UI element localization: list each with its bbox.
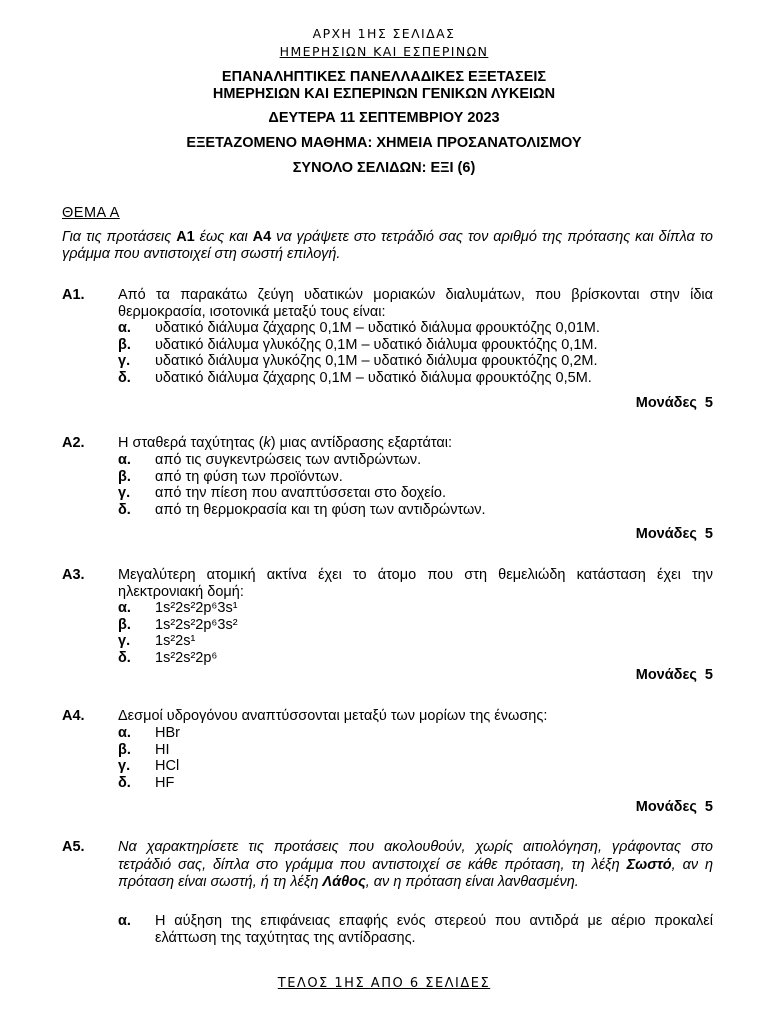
option-letter: β. [118,742,131,758]
option-letter: γ. [118,485,131,501]
marks-label: Μονάδες [635,526,697,542]
question-a3-number: Α3. [62,567,85,583]
page-header-type: ΗΜΕΡΗΣΙΩΝ ΚΑΙ ΕΣΠΕΡΙΝΩΝ [279,44,489,59]
option-letter: β. [118,337,131,353]
question-a2-option [118,502,486,519]
instructions [62,229,713,263]
question-a4-text: Δεσμοί υδρογόνου αναπτύσσονται μεταξύ των μορίων της ένωσης: [118,708,548,724]
marks-a3 [632,667,713,683]
marks-a2 [632,526,713,542]
exam-title-line1: ΕΠΑΝΑΛΗΠΤΙΚΕΣ ΠΑΝΕΛΛΑΔΙΚΕΣ ΕΞΕΤΑΣΕΙΣ [221,69,547,85]
option-letter: α. [118,320,131,336]
option-letter: γ. [118,758,131,774]
option-text: υδατικό διάλυμα γλυκόζης 0,1M – υδατικό διάλυμα φρουκτόζης 0,1M. [155,337,598,353]
option-letter: α. [118,452,131,468]
question-a2-option [118,452,421,469]
section-heading: ΘΕΜΑ Α [62,205,120,221]
option-text: από τις συγκεντρώσεις των αντιδρώντων. [155,452,422,468]
marks-a1 [632,395,713,411]
marks-a4 [632,799,713,815]
question-a5-text [118,839,713,892]
marks-label: Μονάδες [635,395,697,411]
option-text: από τη θερμοκρασία και τη φύση των αντιδρώντων. [155,502,486,518]
option-text: 1s²2s²2p⁶3s¹ [155,600,238,616]
question-a3-option [118,617,238,634]
question-a4-option [118,758,179,775]
question-a5-wrong-word: Λάθος [322,874,366,890]
question-a5-number: Α5. [62,839,85,855]
question-a4-option [118,725,180,742]
marks-value: 5 [704,395,713,411]
marks-value: 5 [704,799,713,815]
question-a3-text: Μεγαλύτερη ατομική ακτίνα έχει το άτομο που στη θεμελιώδη κατάσταση έχει την ηλεκτρονιακή δομή: [118,567,713,600]
page-footer: ΤΕΛΟΣ 1ΗΣ ΑΠΟ 6 ΣΕΛΙΔΕΣ [277,976,491,991]
instructions-text-3: να γράψετε στο τετράδιό σας τον αριθμό της πρότασης και δίπλα το γράμμα που αντιστοιχεί στη σωστή επιλογή. [62,229,713,262]
question-a5-option [118,913,713,946]
exam-subject: ΕΞΕΤΑΖΟΜΕΝΟ ΜΑΘΗΜΑ: ΧΗΜΕΙΑ ΠΡΟΣΑΝΑΤΟΛΙΣΜΟΥ [186,135,582,151]
option-letter: γ. [118,633,131,649]
exam-date: ΔΕΥΤΕΡΑ 11 ΣΕΠΤΕΜΒΡΙΟΥ 2023 [268,110,500,126]
question-a5-text-1: Να χαρακτηρίσετε τις προτάσεις που ακολουθούν, χωρίς αιτιολόγηση, γράφοντας στο τετράδιό σας, δίπλα στο γράμμα που αντιστοιχεί σε κάθε πρόταση, τη λέξη [118,839,713,873]
option-letter: β. [118,617,131,633]
option-text: HF [155,775,175,791]
option-text: HI [155,742,170,758]
option-text: Η αύξηση της επιφάνειας επαφής ενός στερεού που αντιδρά με αέριο προκαλεί ελάττωση της ταχύτητας της αντίδρασης. [155,913,713,946]
question-a2-option [118,485,446,502]
option-letter: β. [118,469,131,485]
marks-value: 5 [704,667,713,683]
question-a1-option [118,370,592,387]
question-a5-text-3: , αν η πρόταση είναι λανθασμένη. [365,874,579,890]
question-a4-option [118,775,174,792]
option-text: από τη φύση των προϊόντων. [155,469,343,485]
question-a3-option [118,633,195,650]
option-text: HBr [155,725,180,741]
question-a3-option [118,600,238,617]
instructions-bold-2: Α4 [252,229,272,245]
option-text: υδατικό διάλυμα ζάχαρης 0,1M – υδατικό διάλυμα φρουκτόζης 0,5M. [155,370,592,386]
option-letter: δ. [118,370,131,386]
option-letter: α. [118,600,131,616]
option-text: 1s²2s¹ [155,633,196,649]
question-a4-number: Α4. [62,708,85,724]
total-pages: ΣΥΝΟΛΟ ΣΕΛΙΔΩΝ: ΕΞΙ (6) [292,160,476,176]
option-text: από την πίεση που αναπτύσσεται στο δοχείο. [155,485,446,501]
question-a2-option [118,469,343,486]
option-letter: δ. [118,502,131,518]
question-a1-option [118,337,598,354]
question-a1-text: Από τα παρακάτω ζεύγη υδατικών μοριακών διαλυμάτων, που βρίσκονται στην ίδια θερμοκρασία, ισοτονικά μεταξύ τους είναι: [118,287,713,320]
page-header-start: ΑΡΧΗ 1ΗΣ ΣΕΛΙΔΑΣ [312,26,456,41]
marks-value: 5 [704,526,713,542]
question-a2-number: Α2. [62,435,85,451]
question-a1-option [118,320,600,337]
option-text: υδατικό διάλυμα γλυκόζης 0,1M – υδατικό διάλυμα φρουκτόζης 0,2M. [155,353,598,369]
question-a1-option [118,353,598,370]
instructions-text-1: Για τις προτάσεις [62,229,177,245]
option-text: HCl [155,758,180,774]
marks-label: Μονάδες [635,667,697,683]
option-letter: δ. [118,650,131,666]
instructions-bold-1: Α1 [176,229,195,245]
question-a2-text-post: ) μιας αντίδρασης εξαρτάται: [270,435,452,451]
question-a5-text-2: , αν η πρόταση είναι σωστή, ή τη λέξη [118,856,714,890]
question-a3-option [118,650,217,667]
option-text: υδατικό διάλυμα ζάχαρης 0,1M – υδατικό διάλυμα φρουκτόζης 0,01M. [155,320,600,336]
question-a2-text [118,435,713,452]
option-letter: α. [118,913,131,929]
option-text: 1s²2s²2p⁶ [155,650,218,666]
question-a1-number: Α1. [62,287,85,303]
question-a4-option [118,742,170,759]
exam-title-line2: ΗΜΕΡΗΣΙΩΝ ΚΑΙ ΕΣΠΕΡΙΝΩΝ ΓΕΝΙΚΩΝ ΛΥΚΕΙΩΝ [212,86,556,102]
question-a5-correct-word: Σωστό [626,856,672,873]
option-text: 1s²2s²2p⁶3s² [155,617,238,633]
instructions-text-2: έως και [194,229,253,245]
option-letter: α. [118,725,131,741]
question-a2-k: k [263,435,271,451]
option-letter: γ. [118,353,131,369]
option-letter: δ. [118,775,131,791]
question-a2-text-pre: Η σταθερά ταχύτητας ( [118,435,264,451]
marks-label: Μονάδες [635,799,697,815]
